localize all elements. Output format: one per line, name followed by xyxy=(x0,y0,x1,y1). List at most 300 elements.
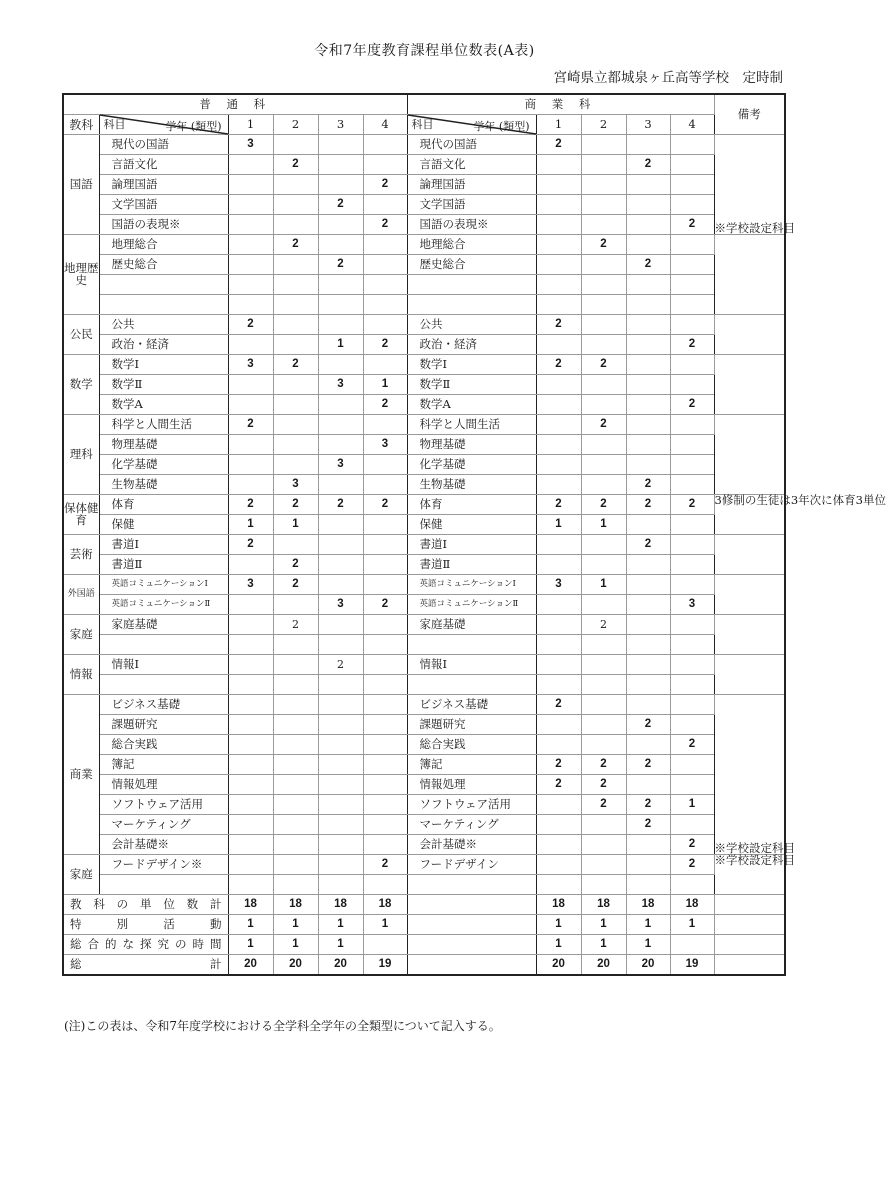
futsuka-grade-4-units xyxy=(363,275,407,295)
shogyoka-grade-3-units xyxy=(626,515,670,535)
futsuka-grade-2-units xyxy=(273,795,318,815)
shogyoka-grade-2-units xyxy=(581,435,626,455)
shogyoka-grade-3-units xyxy=(626,275,670,295)
futsuka-grade-3-units: 1 xyxy=(318,335,363,355)
shogyoka-total-grade-3: 1 xyxy=(626,915,670,935)
remarks-cell xyxy=(714,575,785,615)
shogyoka-grade-1-units xyxy=(536,795,581,815)
shogyoka-grade-3-units xyxy=(626,575,670,595)
futsuka-grade-1-units: 1 xyxy=(228,515,273,535)
futsuka-grade-1-units xyxy=(228,675,273,695)
summary-label xyxy=(63,955,228,976)
futsuka-subject: 政治・経済 xyxy=(99,335,228,355)
futsuka-grade-1-units xyxy=(228,295,273,315)
subject-row xyxy=(63,295,785,315)
summary-label-char: 単 xyxy=(139,896,152,911)
futsuka-grade-4-units xyxy=(363,135,407,155)
shogyoka-grade-3-units xyxy=(626,135,670,155)
shogyoka-total-grade-3: 18 xyxy=(626,895,670,915)
shogyoka-subject: 現代の国語 xyxy=(407,135,536,155)
futsuka-grade-3-units: 2 xyxy=(318,495,363,515)
grade-subject-header-futsuka xyxy=(99,115,228,135)
grade-label: 学年 (類型) xyxy=(165,120,222,133)
shogyoka-subject: 情報Ⅰ xyxy=(407,655,536,675)
futsuka-grade-4-units xyxy=(363,535,407,555)
futsuka-grade-1-units xyxy=(228,795,273,815)
futsuka-grade-3-units xyxy=(318,395,363,415)
shogyoka-grade-4-units: 3 xyxy=(670,595,714,615)
futsuka-grade-4-units: 2 xyxy=(363,495,407,515)
summary-label-char: の xyxy=(116,896,129,911)
futsuka-grade-4-units: 1 xyxy=(363,375,407,395)
shogyoka-grade-1-units: 2 xyxy=(536,695,581,715)
futsuka-grade-2-units: 3 xyxy=(273,475,318,495)
shogyoka-grade-1-units xyxy=(536,595,581,615)
futsuka-subject: 現代の国語 xyxy=(99,135,228,155)
futsuka-grade-4-units: 2 xyxy=(363,395,407,415)
shogyoka-total-grade-1: 20 xyxy=(536,955,581,976)
futsuka-grade-1-units xyxy=(228,755,273,775)
futsuka-grade-3-units xyxy=(318,755,363,775)
shogyoka-grade-3-units xyxy=(626,235,670,255)
futsuka-grade-2-units xyxy=(273,815,318,835)
school-name: 宮崎県立都城泉ヶ丘高等学校 定時制 xyxy=(553,70,783,86)
shogyoka-grade-1-units xyxy=(536,675,581,695)
futsuka-subject: 情報Ⅰ xyxy=(99,655,228,675)
futsuka-grade-3-units xyxy=(318,775,363,795)
remarks-cell: ※学校設定科目 xyxy=(714,695,785,855)
shogyoka-subject: 生物基礎 xyxy=(407,475,536,495)
summary-row xyxy=(63,915,785,935)
futsuka-grade-2-units xyxy=(273,175,318,195)
futsuka-grade-2-units xyxy=(273,715,318,735)
futsuka-grade-4-units xyxy=(363,695,407,715)
shogyoka-grade-4-units xyxy=(670,875,714,895)
summary-label xyxy=(63,935,228,955)
futsuka-grade-4-units xyxy=(363,615,407,635)
blank-cell xyxy=(407,955,536,976)
futsuka-grade-4-units xyxy=(363,295,407,315)
futsuka-subject: 英語コミュニケーションⅡ xyxy=(99,595,228,615)
futsuka-grade-1-units xyxy=(228,555,273,575)
shogyoka-grade-3-units: 2 xyxy=(626,815,670,835)
futsuka-subject: 地理総合 xyxy=(99,235,228,255)
futsuka-grade-2-units xyxy=(273,675,318,695)
futsuka-grade-2-units xyxy=(273,695,318,715)
shogyoka-grade-1-units xyxy=(536,395,581,415)
shogyoka-subject: 言語文化 xyxy=(407,155,536,175)
shogyoka-grade-4-units xyxy=(670,355,714,375)
shogyoka-subject: マーケティング xyxy=(407,815,536,835)
subject-row xyxy=(63,435,785,455)
futsuka-grade-1-units xyxy=(228,255,273,275)
subject-row xyxy=(63,275,785,295)
subject-row xyxy=(63,315,785,335)
shogyoka-grade-3-units: 2 xyxy=(626,495,670,515)
futsuka-subject: 課題研究 xyxy=(99,715,228,735)
summary-label-char: の xyxy=(175,936,187,951)
shogyoka-grade-4-units: 2 xyxy=(670,835,714,855)
subject-label: 科目 xyxy=(411,118,434,131)
subject-row xyxy=(63,755,785,775)
subject-row xyxy=(63,835,785,855)
remarks-cell: 3修制の生徒は3年次に体育3単位 xyxy=(714,495,785,535)
shogyoka-subject: 論理国語 xyxy=(407,175,536,195)
shogyoka-total-grade-3: 20 xyxy=(626,955,670,976)
shogyoka-grade-1-units xyxy=(536,375,581,395)
shogyoka-grade-3-units xyxy=(626,615,670,635)
futsuka-subject: 科学と人間生活 xyxy=(99,415,228,435)
futsuka-grade-1-units xyxy=(228,595,273,615)
shogyoka-subject: 総合実践 xyxy=(407,735,536,755)
subject-row xyxy=(63,675,785,695)
shogyoka-grade-3-units xyxy=(626,735,670,755)
summary-label-char: な xyxy=(122,936,134,951)
shogyoka-grade-3-units xyxy=(626,555,670,575)
futsuka-grade-2-units xyxy=(273,435,318,455)
remarks-cell xyxy=(714,235,785,315)
futsuka-grade-4-units xyxy=(363,795,407,815)
shogyoka-grade-4-units xyxy=(670,135,714,155)
shogyoka-grade-1-units xyxy=(536,535,581,555)
shogyoka-grade-4-units xyxy=(670,575,714,595)
shogyoka-grade-3-units xyxy=(626,835,670,855)
shogyoka-grade-4-units xyxy=(670,295,714,315)
futsuka-grade-2-units: 2 xyxy=(273,575,318,595)
subject-row xyxy=(63,455,785,475)
kyoka-header: 教科 xyxy=(63,115,99,135)
futsuka-grade-3-units xyxy=(318,355,363,375)
shogyoka-subject: 簿記 xyxy=(407,755,536,775)
shogyoka-grade-2-units xyxy=(581,335,626,355)
shogyoka-grade-3-units: 2 xyxy=(626,255,670,275)
shogyoka-grade-4-units xyxy=(670,155,714,175)
futsuka-grade-2-units xyxy=(273,275,318,295)
shogyoka-grade-1-units xyxy=(536,195,581,215)
category-label: 地理歴史 xyxy=(63,235,99,315)
futsuka-grade-1-units xyxy=(228,815,273,835)
shogyoka-grade-2-units xyxy=(581,735,626,755)
shogyoka-grade-4-units xyxy=(670,635,714,655)
futsuka-grade-1-units xyxy=(228,475,273,495)
summary-label-char: 合 xyxy=(87,936,99,951)
subject-row xyxy=(63,155,785,175)
futsuka-grade-1-units xyxy=(228,235,273,255)
shogyoka-grade-1-units xyxy=(536,715,581,735)
shogyoka-grade-4-units xyxy=(670,535,714,555)
shogyoka-grade-3-units: 2 xyxy=(626,475,670,495)
summary-label-char: 計 xyxy=(209,896,222,911)
shogyoka-grade-3-units xyxy=(626,355,670,375)
futsuka-grade-4-units xyxy=(363,255,407,275)
futsuka-subject: 物理基礎 xyxy=(99,435,228,455)
futsuka-grade-2-units xyxy=(273,635,318,655)
futsuka-subject xyxy=(99,275,228,295)
grade-2-header: 2 xyxy=(273,115,318,135)
shogyoka-grade-2-units xyxy=(581,675,626,695)
remarks-cell xyxy=(714,915,785,935)
shogyoka-grade-2-units: 2 xyxy=(581,235,626,255)
futsuka-grade-2-units xyxy=(273,415,318,435)
summary-label-text xyxy=(70,956,222,971)
shogyoka-subject xyxy=(407,295,536,315)
blank-cell xyxy=(407,915,536,935)
futsuka-grade-3-units: 2 xyxy=(318,255,363,275)
grade-4-header: 4 xyxy=(670,115,714,135)
futsuka-grade-3-units xyxy=(318,615,363,635)
futsuka-grade-2-units xyxy=(273,195,318,215)
shogyoka-grade-2-units: 2 xyxy=(581,755,626,775)
futsuka-grade-2-units xyxy=(273,455,318,475)
shogyoka-total-grade-3: 1 xyxy=(626,935,670,955)
shogyoka-grade-1-units: 2 xyxy=(536,135,581,155)
shogyoka-subject: 地理総合 xyxy=(407,235,536,255)
shogyoka-grade-3-units xyxy=(626,395,670,415)
shogyoka-grade-4-units xyxy=(670,675,714,695)
shogyoka-subject: 歴史総合 xyxy=(407,255,536,275)
futsuka-grade-3-units xyxy=(318,855,363,875)
futsuka-total-grade-2: 20 xyxy=(273,955,318,976)
shogyoka-subject: 書道Ⅰ xyxy=(407,535,536,555)
futsuka-subject: 歴史総合 xyxy=(99,255,228,275)
futsuka-grade-3-units: 3 xyxy=(318,375,363,395)
futsuka-total-grade-4: 19 xyxy=(363,955,407,976)
futsuka-grade-2-units: 2 xyxy=(273,155,318,175)
shogyoka-grade-4-units: 2 xyxy=(670,215,714,235)
shogyoka-grade-1-units xyxy=(536,815,581,835)
shogyoka-grade-1-units: 2 xyxy=(536,355,581,375)
futsuka-grade-1-units xyxy=(228,715,273,735)
shogyoka-grade-2-units xyxy=(581,135,626,155)
shogyoka-grade-3-units: 2 xyxy=(626,795,670,815)
shogyoka-total-grade-4 xyxy=(670,935,714,955)
futsuka-grade-4-units: 3 xyxy=(363,435,407,455)
shogyoka-grade-4-units: 2 xyxy=(670,335,714,355)
subject-row xyxy=(63,415,785,435)
subject-row xyxy=(63,795,785,815)
remarks-cell xyxy=(714,535,785,575)
futsuka-grade-1-units: 2 xyxy=(228,535,273,555)
futsuka-total-grade-2: 18 xyxy=(273,895,318,915)
header-row-departments xyxy=(63,94,785,115)
futsuka-grade-4-units xyxy=(363,555,407,575)
futsuka-subject: 英語コミュニケーションⅠ xyxy=(99,575,228,595)
futsuka-subject: マーケティング xyxy=(99,815,228,835)
futsuka-grade-1-units xyxy=(228,215,273,235)
remarks-cell xyxy=(714,415,785,495)
subject-row xyxy=(63,575,785,595)
shogyoka-subject xyxy=(407,635,536,655)
futsuka-grade-2-units xyxy=(273,735,318,755)
futsuka-grade-1-units xyxy=(228,435,273,455)
futsuka-grade-4-units xyxy=(363,355,407,375)
shogyoka-subject: 家庭基礎 xyxy=(407,615,536,635)
futsuka-grade-1-units xyxy=(228,855,273,875)
futsuka-total-grade-1: 20 xyxy=(228,955,273,976)
futsuka-grade-3-units xyxy=(318,795,363,815)
futsuka-grade-3-units xyxy=(318,135,363,155)
shogyoka-subject: 公共 xyxy=(407,315,536,335)
futsuka-grade-3-units xyxy=(318,475,363,495)
futsuka-grade-1-units xyxy=(228,695,273,715)
shogyoka-grade-2-units xyxy=(581,475,626,495)
shogyoka-grade-3-units xyxy=(626,435,670,455)
futsuka-subject: 総合実践 xyxy=(99,735,228,755)
grade-3-header: 3 xyxy=(626,115,670,135)
futsuka-grade-1-units xyxy=(228,455,273,475)
grade-label: 学年 (類型) xyxy=(473,120,530,133)
futsuka-grade-4-units xyxy=(363,515,407,535)
shogyoka-grade-2-units xyxy=(581,875,626,895)
shogyoka-grade-3-units: 2 xyxy=(626,755,670,775)
futsuka-grade-4-units xyxy=(363,315,407,335)
shogyoka-grade-1-units xyxy=(536,735,581,755)
shogyoka-grade-4-units: 2 xyxy=(670,735,714,755)
shogyoka-grade-2-units xyxy=(581,455,626,475)
futsuka-grade-1-units xyxy=(228,155,273,175)
shogyoka-grade-1-units xyxy=(536,295,581,315)
summary-row xyxy=(63,955,785,976)
remarks-cell xyxy=(714,355,785,415)
shogyoka-grade-2-units xyxy=(581,555,626,575)
futsuka-subject: 書道Ⅱ xyxy=(99,555,228,575)
shogyoka-subject: 数学Ⅱ xyxy=(407,375,536,395)
futsuka-grade-3-units xyxy=(318,735,363,755)
shogyoka-grade-3-units xyxy=(626,855,670,875)
futsuka-subject: 化学基礎 xyxy=(99,455,228,475)
futsuka-grade-3-units xyxy=(318,575,363,595)
shogyoka-grade-1-units: 3 xyxy=(536,575,581,595)
shogyoka-subject: 体育 xyxy=(407,495,536,515)
summary-label-char: 科 xyxy=(93,896,105,911)
remarks-cell xyxy=(714,935,785,955)
futsuka-subject xyxy=(99,875,228,895)
futsuka-grade-3-units xyxy=(318,715,363,735)
shogyoka-total-grade-2: 18 xyxy=(581,895,626,915)
summary-label-char: 数 xyxy=(186,896,199,911)
futsuka-grade-3-units: 3 xyxy=(318,595,363,615)
summary-label-char: 間 xyxy=(210,936,222,951)
futsuka-total-grade-3: 1 xyxy=(318,935,363,955)
futsuka-grade-4-units xyxy=(363,455,407,475)
grade-2-header: 2 xyxy=(581,115,626,135)
category-label: 情報 xyxy=(63,655,99,695)
futsuka-grade-2-units xyxy=(273,755,318,775)
shogyoka-grade-2-units: 1 xyxy=(581,575,626,595)
futsuka-grade-1-units: 3 xyxy=(228,135,273,155)
futsuka-subject xyxy=(99,295,228,315)
futsuka-grade-3-units xyxy=(318,215,363,235)
futsuka-grade-4-units xyxy=(363,635,407,655)
category-label: 家庭 xyxy=(63,615,99,655)
summary-label-text xyxy=(70,896,222,911)
futsuka-grade-3-units xyxy=(318,535,363,555)
remarks-cell: ※学校設定科目 xyxy=(714,855,785,895)
summary-label-char: 特 xyxy=(70,916,82,931)
futsuka-subject: 生物基礎 xyxy=(99,475,228,495)
futsuka-total-grade-1: 1 xyxy=(228,915,273,935)
futsuka-grade-2-units: 2 xyxy=(273,615,318,635)
futsuka-total-grade-1: 1 xyxy=(228,935,273,955)
shogyoka-grade-3-units xyxy=(626,655,670,675)
shogyoka-total-grade-1: 18 xyxy=(536,895,581,915)
shogyoka-grade-2-units xyxy=(581,635,626,655)
remarks-cell xyxy=(714,315,785,355)
futsuka-grade-1-units xyxy=(228,395,273,415)
shogyoka-subject: 書道Ⅱ xyxy=(407,555,536,575)
futsuka-grade-4-units xyxy=(363,775,407,795)
shogyoka-subject: 英語コミュニケーションⅡ xyxy=(407,595,536,615)
shogyoka-grade-1-units: 2 xyxy=(536,495,581,515)
futsuka-total-grade-2: 1 xyxy=(273,915,318,935)
shogyoka-grade-4-units xyxy=(670,515,714,535)
futsuka-subject: 数学A xyxy=(99,395,228,415)
shogyoka-grade-1-units xyxy=(536,875,581,895)
subject-row xyxy=(63,335,785,355)
shogyoka-grade-2-units xyxy=(581,315,626,335)
shogyoka-grade-2-units xyxy=(581,375,626,395)
shogyoka-grade-2-units xyxy=(581,595,626,615)
futsuka-grade-4-units xyxy=(363,835,407,855)
summary-label-char: 位 xyxy=(163,896,175,911)
shogyoka-grade-1-units xyxy=(536,835,581,855)
futsuka-subject: 書道Ⅰ xyxy=(99,535,228,555)
shogyoka-total-grade-1: 1 xyxy=(536,915,581,935)
futsuka-grade-2-units xyxy=(273,875,318,895)
shogyoka-grade-2-units xyxy=(581,535,626,555)
shogyoka-grade-2-units xyxy=(581,715,626,735)
subject-row xyxy=(63,715,785,735)
shogyoka-grade-3-units xyxy=(626,635,670,655)
subject-row xyxy=(63,815,785,835)
futsuka-total-grade-3: 18 xyxy=(318,895,363,915)
subject-row xyxy=(63,695,785,715)
summary-label-char: 別 xyxy=(116,916,129,931)
subject-row xyxy=(63,375,785,395)
futsuka-grade-1-units xyxy=(228,655,273,675)
futsuka-grade-2-units xyxy=(273,255,318,275)
department-futsuka: 普 通 科 xyxy=(63,94,407,115)
shogyoka-grade-2-units xyxy=(581,395,626,415)
document-title: 令和7年度教育課程単位数表(A表) xyxy=(314,43,535,59)
futsuka-total-grade-1: 18 xyxy=(228,895,273,915)
futsuka-subject: フードデザイン※ xyxy=(99,855,228,875)
futsuka-grade-3-units: 3 xyxy=(318,455,363,475)
futsuka-grade-3-units xyxy=(318,435,363,455)
subject-row xyxy=(63,535,785,555)
futsuka-grade-3-units: 2 xyxy=(318,195,363,215)
subject-row xyxy=(63,655,785,675)
shogyoka-grade-1-units xyxy=(536,235,581,255)
shogyoka-grade-2-units: 2 xyxy=(581,415,626,435)
shogyoka-subject xyxy=(407,675,536,695)
shogyoka-grade-1-units: 2 xyxy=(536,315,581,335)
shogyoka-grade-4-units xyxy=(670,415,714,435)
futsuka-grade-3-units xyxy=(318,175,363,195)
shogyoka-subject: 数学Ⅰ xyxy=(407,355,536,375)
futsuka-grade-4-units: 2 xyxy=(363,855,407,875)
remarks-cell xyxy=(714,615,785,655)
shogyoka-grade-2-units: 1 xyxy=(581,515,626,535)
shogyoka-subject: 国語の表現※ xyxy=(407,215,536,235)
subject-row xyxy=(63,235,785,255)
futsuka-grade-1-units xyxy=(228,775,273,795)
shogyoka-grade-2-units xyxy=(581,835,626,855)
shogyoka-subject xyxy=(407,875,536,895)
summary-label-char: 時 xyxy=(192,936,204,951)
futsuka-subject: 家庭基礎 xyxy=(99,615,228,635)
shogyoka-grade-1-units xyxy=(536,215,581,235)
